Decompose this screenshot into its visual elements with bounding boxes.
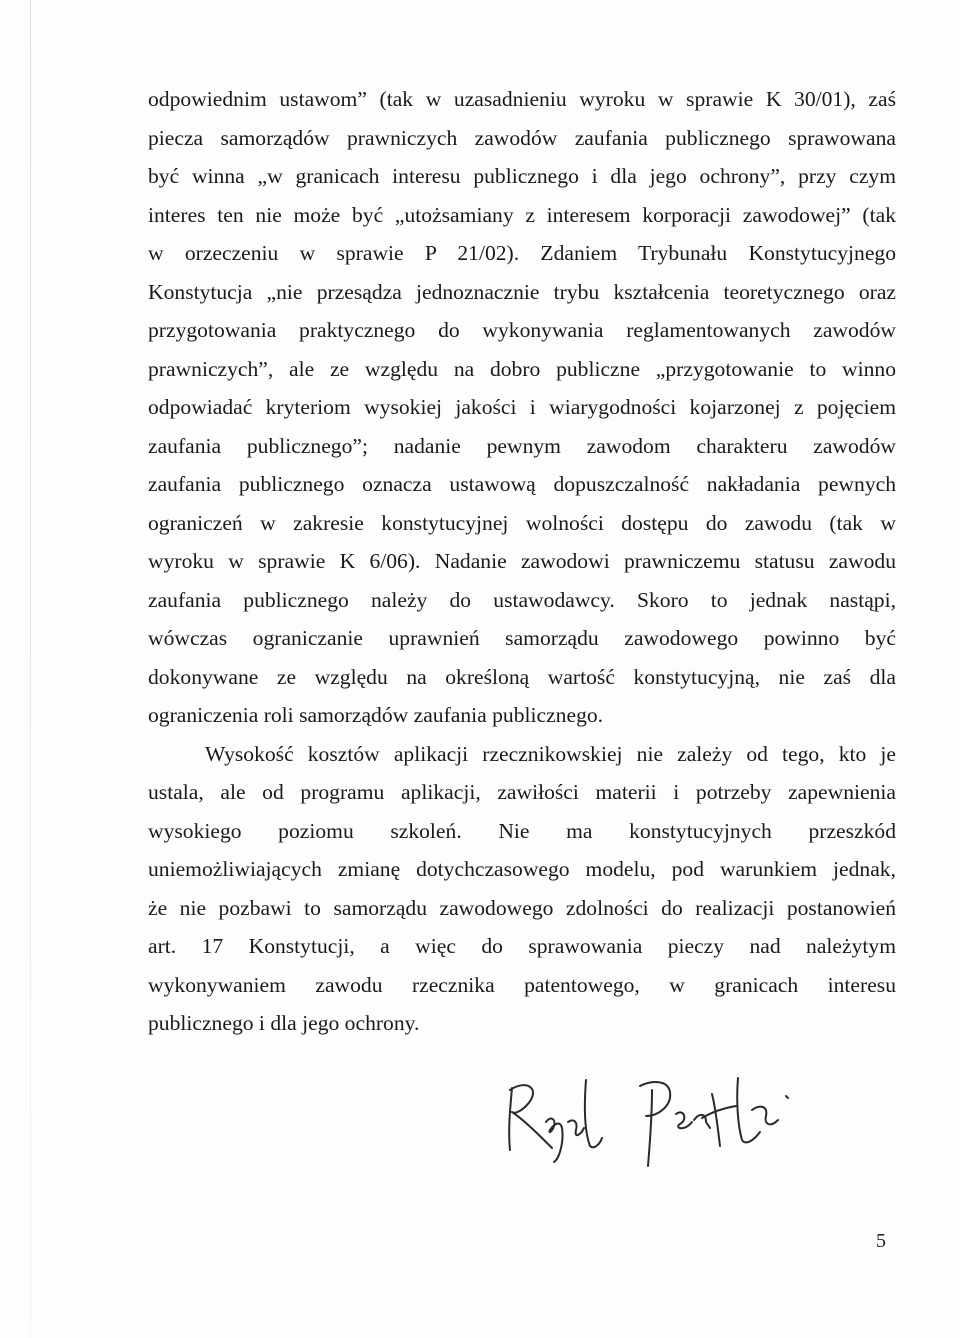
text-line: ustala, ale od programu aplikacji, zawiłości materii i potrzeby zapewnienia — [148, 780, 896, 804]
text-line: wysokiego poziomu szkoleń. Nie ma konstytucyjnych przeszkód — [148, 818, 896, 843]
text-line: zaufania publicznego należy do ustawodawcy. Skoro to jednak nastąpi, — [148, 587, 896, 612]
text-line: odpowiadać kryteriom wysokiej jakości i wiarygodności kojarzonej z pojęciem — [148, 395, 896, 419]
body-text — [148, 80, 896, 1043]
paragraph-2 — [148, 735, 896, 1043]
text-line: odpowiednim ustawom” (tak w uzasadnieniu wyroku w sprawie K 30/01), zaś — [148, 87, 896, 111]
text-line: przygotowania praktycznego do wykonywania reglamentowanych zawodów — [148, 318, 896, 342]
paragraph-1 — [148, 80, 896, 735]
page-number: 5 — [876, 1230, 886, 1252]
text-line: Wysokość kosztów aplikacji rzecznikowskiej nie zależy od tego, kto je — [205, 741, 896, 766]
text-line: ograniczenia roli samorządów zaufania publicznego. — [148, 703, 604, 727]
text-line: Konstytucja „nie przesądza jednoznacznie trybu kształcenia teoretycznego oraz — [148, 279, 896, 304]
text-line: publicznego i dla jego ochrony. — [148, 1011, 420, 1035]
text-line: wykonywaniem zawodu rzecznika patentowego, w granicach interesu — [148, 972, 896, 997]
text-line: w orzeczeniu w sprawie P 21/02). Zdaniem Trybunału Konstytucyjnego — [148, 241, 896, 265]
text-line: być winna „w granicach interesu publicznego i dla jego ochrony”, przy czym — [148, 164, 896, 188]
text-line: prawniczych”, ale ze względu na dobro publiczne „przygotowanie to winno — [148, 356, 896, 381]
text-line: ograniczeń w zakresie konstytucyjnej wolności dostępu do zawodu (tak w — [148, 510, 896, 535]
text-line: wyroku w sprawie K 6/06). Nadanie zawodowi prawniczemu statusu zawodu — [148, 549, 896, 573]
text-line: piecza samorządów prawniczych zawodów zaufania publicznego sprawowana — [148, 125, 896, 150]
scan-binding-edge — [30, 0, 31, 1338]
handwritten-signature-icon — [480, 1050, 840, 1170]
text-line: zaufania publicznego oznacza ustawową dopuszczalność nakładania pewnych — [148, 472, 896, 496]
text-line: interes ten nie może być „utożsamiany z interesem korporacji zawodowej” (tak — [148, 202, 896, 227]
text-line: zaufania publicznego”; nadanie pewnym zawodom charakteru zawodów — [148, 433, 896, 458]
text-line: że nie pozbawi to samorządu zawodowego zdolności do realizacji postanowień — [148, 895, 896, 920]
signature-drawing — [480, 1050, 840, 1170]
text-line: art. 17 Konstytucji, a więc do sprawowania pieczy nad należytym — [148, 934, 896, 958]
text-line: wówczas ograniczanie uprawnień samorządu zawodowego powinno być — [148, 626, 896, 650]
text-line: uniemożliwiających zmianę dotychczasowego modelu, pod warunkiem jednak, — [148, 857, 896, 881]
text-line: dokonywane ze względu na określoną wartość konstytucyjną, nie zaś dla — [148, 664, 896, 689]
